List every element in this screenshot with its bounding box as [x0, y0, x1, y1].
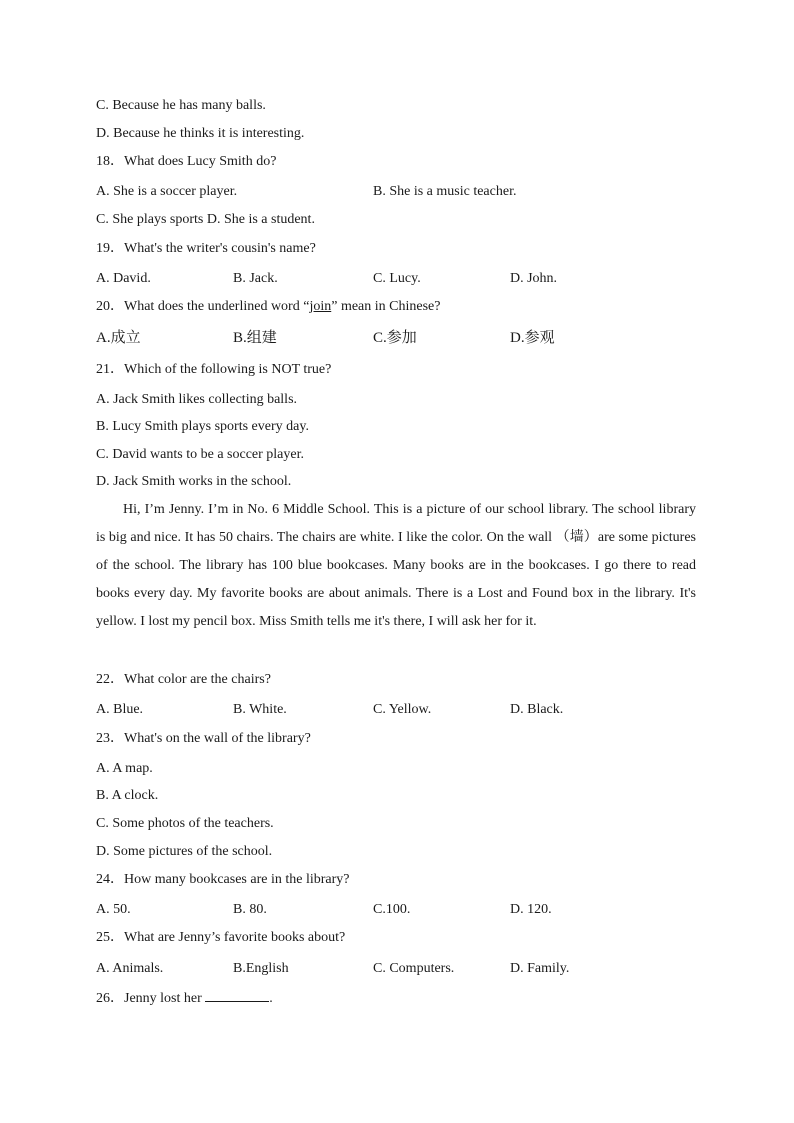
q19-option-a: A. David.	[96, 271, 151, 286]
q23-option-b: B. A clock.	[96, 788, 159, 803]
q24-options	[96, 901, 736, 919]
q26-period: .	[269, 991, 273, 1006]
q22-option-a: A. Blue.	[96, 702, 144, 717]
question-22: 22．What color are the chairs?	[96, 672, 271, 687]
q21-option-d: D. Jack Smith works in the school.	[96, 474, 292, 489]
q18-option-a: A. She is a soccer player.	[96, 184, 238, 199]
q17-option-d: D. Because he thinks it is interesting.	[96, 126, 305, 141]
q19-option-c: C. Lucy.	[373, 271, 421, 286]
question-20	[96, 298, 440, 316]
q20-underlined-word: join	[309, 299, 332, 314]
q25-option-c: C. Computers.	[373, 961, 455, 976]
reading-passage: Hi, I’m Jenny. I’m in No. 6 Middle School. This is a picture of our school library. The school library is big and nice. It has 50 chairs. The chairs are white. I like the color. On the wall （墙）are some pictures of the school. The library has 100 blue bookcases. Many books are in the bookcases. I go there to read books every day. My favorite books are about animals. There is a Lost and Found box in the library. It's yellow. I lost my pencil box. Miss Smith tells me it's there, I will ask her for it.	[96, 502, 696, 629]
q19-option-b: B. Jack.	[233, 271, 278, 286]
q24-option-c: C.100.	[373, 902, 411, 917]
q24-option-a: A. 50.	[96, 902, 131, 917]
q23-option-a: A. A map.	[96, 761, 153, 776]
question-24: 24．How many bookcases are in the library?	[96, 872, 350, 887]
q20-option-a: A.成立	[96, 330, 141, 346]
q25-option-b: B.English	[233, 961, 289, 976]
question-23: 23．What's on the wall of the library?	[96, 731, 311, 746]
question-18: 18．What does Lucy Smith do?	[96, 154, 277, 169]
q19-options	[96, 270, 736, 288]
answer-blank[interactable]	[205, 989, 269, 1002]
q20-option-d: D.参观	[510, 330, 555, 346]
question-19: 19．What's the writer's cousin's name?	[96, 241, 316, 256]
q17-option-c: C. Because he has many balls.	[96, 98, 266, 113]
q22-option-d: D. Black.	[510, 702, 564, 717]
q20-text-start: 20．What does the underlined word “	[96, 299, 310, 314]
q18-options-cd: C. She plays sports D. She is a student.	[96, 212, 315, 227]
q23-option-c: C. Some photos of the teachers.	[96, 816, 274, 831]
q22-option-c: C. Yellow.	[373, 702, 432, 717]
q19-option-d: D. John.	[510, 271, 558, 286]
q18-options-ab	[96, 183, 736, 201]
q22-option-b: B. White.	[233, 702, 287, 717]
q18-option-b: B. She is a music teacher.	[373, 184, 517, 199]
q23-option-d: D. Some pictures of the school.	[96, 844, 273, 859]
q24-option-b: B. 80.	[233, 902, 267, 917]
q24-option-d: D. 120.	[510, 902, 552, 917]
q22-options	[96, 701, 736, 719]
q25-option-a: A. Animals.	[96, 961, 164, 976]
q26-text: 26．Jenny lost her	[96, 991, 202, 1006]
q20-text-end: ” mean in Chinese?	[331, 299, 441, 314]
q25-options	[96, 960, 736, 978]
question-26	[96, 989, 273, 1008]
q20-option-c: C.参加	[373, 330, 417, 346]
q21-option-a: A. Jack Smith likes collecting balls.	[96, 392, 298, 407]
q25-option-d: D. Family.	[510, 961, 570, 976]
q21-option-b: B. Lucy Smith plays sports every day.	[96, 419, 309, 434]
question-25: 25．What are Jenny’s favorite books about?	[96, 930, 346, 945]
question-21: 21．Which of the following is NOT true?	[96, 362, 332, 377]
q20-options	[96, 329, 736, 347]
q21-option-c: C. David wants to be a soccer player.	[96, 447, 304, 462]
q20-option-b: B.组建	[233, 330, 277, 346]
